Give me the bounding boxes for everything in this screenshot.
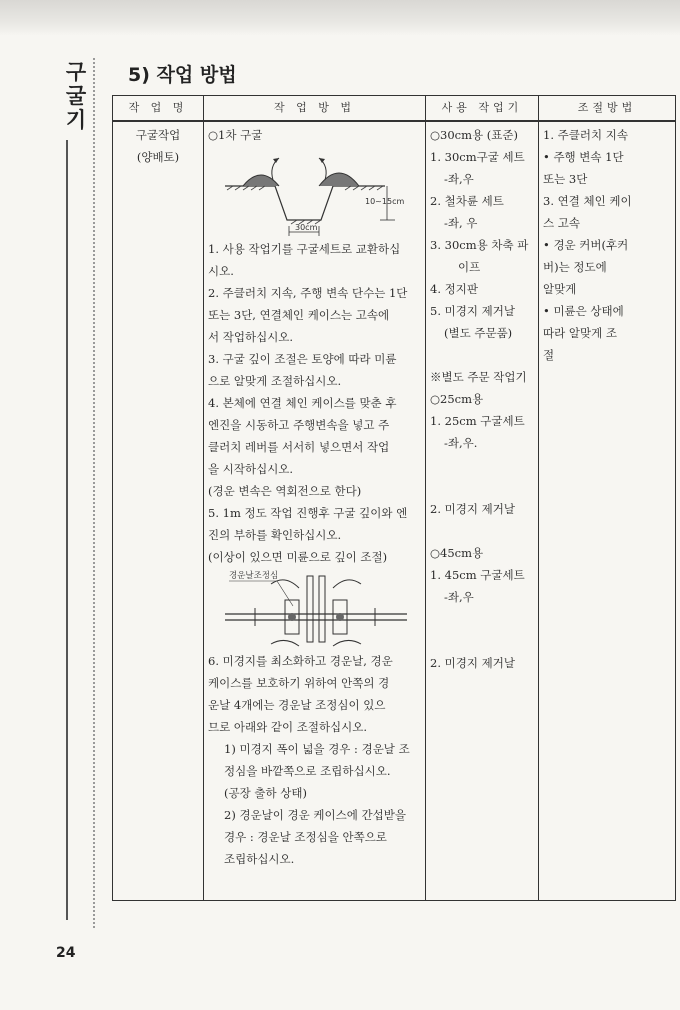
tools-line: -좌, 우 [444, 216, 478, 230]
method-line: 케이스를 보호하기 위하여 안쪽의 경 [208, 676, 390, 690]
method-line: 1. 사용 작업기를 구굴세트로 교환하십 [208, 242, 401, 256]
tools-line: 2. 철차륜 세트 [430, 194, 504, 208]
adjust-line: 알맞게 [543, 282, 577, 296]
tools-line: 2. 미경지 제거날 [430, 502, 515, 516]
tools-line: (별도 주문품) [444, 326, 513, 340]
tools-line: 1. 30cm구굴 세트 [430, 150, 525, 164]
table-row [113, 121, 676, 901]
method-line: (경운 변속은 역회전으로 한다) [208, 484, 362, 498]
method-line: 또는 3단, 연결체인 케이스는 고속에 [208, 308, 390, 322]
method-line: 6. 미경지를 최소화하고 경운날, 경운 [208, 654, 393, 668]
method-item-2 [208, 282, 421, 348]
method-line: 시오. [208, 264, 234, 278]
tools-line: -좌,우 [444, 590, 474, 604]
tools-line: ○30cm용 (표준) [430, 128, 518, 142]
method-line: 서 작업하십시오. [208, 330, 294, 344]
tools-line: 이프 [458, 260, 481, 274]
adjust-line: • 경운 커버(후커 [543, 238, 629, 252]
side-rule [66, 140, 68, 920]
method-line: 경우 : 경운날 조정심을 안쪽으로 [224, 830, 387, 844]
method-line: 클러치 레버를 서서히 넣으면서 작업 [208, 440, 390, 454]
tools-line: -좌,우. [444, 436, 478, 450]
table-header-row [113, 96, 676, 122]
task-subname: (양배토) [136, 150, 180, 164]
tools-line: 4. 정지판 [430, 282, 478, 296]
fig1-width-label: 30cm [294, 223, 317, 232]
furrow-diagram [215, 146, 415, 238]
special-order-title: ※별도 주문 작업기 [430, 370, 527, 384]
method-item-6 [208, 650, 421, 738]
section-title: 5) 작업 방법 [128, 64, 237, 86]
method-line: 진의 부하를 확인하십시오. [208, 528, 342, 542]
tools-line: 1. 45cm 구굴세트 [430, 568, 525, 582]
method-item-5 [208, 502, 421, 568]
adjust-line: 스 고속 [543, 216, 580, 230]
fig1-depth-label: 10~15cm [364, 197, 404, 206]
dotted-margin-line [93, 58, 95, 928]
method-line: 정심을 바깥쪽으로 조립하십시오. [224, 764, 391, 778]
tools-line: 1. 25cm 구굴세트 [430, 414, 525, 428]
method-item-1 [208, 238, 421, 282]
method-item-3 [208, 348, 421, 392]
method-line: 조립하십시오. [224, 852, 295, 866]
adjust-line: 1. 주클러치 지속 [543, 128, 628, 142]
tools-line: ○45cm용 [430, 546, 484, 560]
tools-line: -좌,우 [444, 172, 474, 186]
header-adjust: 조절방법 [539, 96, 676, 122]
method-title: ○1차 구굴 [208, 128, 263, 142]
adjust-cell [539, 121, 676, 901]
method-line: 운날 4개에는 경운날 조정심이 있으 [208, 698, 386, 712]
tools-line: 2. 미경지 제거날 [430, 656, 515, 670]
adjust-line: • 주행 변속 1단 [543, 150, 624, 164]
adjust-line: 또는 3단 [543, 172, 588, 186]
header-tools: 사용 작업기 [426, 96, 539, 122]
method-line: (공장 출하 상태) [224, 786, 307, 800]
tools-line: ○25cm용 [430, 392, 484, 406]
method-item-6-1 [208, 738, 421, 804]
tiller-shim-diagram [215, 568, 415, 650]
header-task-name: 작 업 명 [113, 96, 204, 122]
method-line: 으로 알맞게 조절하십시오. [208, 374, 342, 388]
tools-line: 5. 미경지 제거날 [430, 304, 515, 318]
adjust-line: 버)는 정도에 [543, 260, 607, 274]
method-line: 을 시작하십시오. [208, 462, 294, 476]
method-line: 므로 아래와 같이 조절하십시오. [208, 720, 368, 734]
method-item-4 [208, 392, 421, 502]
tools-line: 3. 30cm용 차축 파 [430, 238, 529, 252]
adjust-line: 3. 연결 체인 케이 [543, 194, 632, 208]
method-line: 1) 미경지 폭이 넓을 경우 : 경운날 조 [224, 742, 410, 756]
method-line: 2) 경운날이 경운 케이스에 간섭받을 [224, 808, 406, 822]
page-number: 24 [56, 945, 76, 961]
header-method: 작 업 방 법 [204, 96, 426, 122]
method-line: (이상이 있으면 미륜으로 깊이 조절) [208, 550, 388, 564]
adjust-line: • 미륜은 상태에 [543, 304, 624, 318]
method-line: 2. 주클러치 지속, 주행 변속 단수는 1단 [208, 286, 408, 300]
fig2-label: 경운날조정심 [228, 571, 278, 581]
method-cell [204, 121, 426, 901]
adjust-line: 절 [543, 348, 555, 362]
method-line: 4. 본체에 연결 체인 케이스를 맞춘 후 [208, 396, 397, 410]
chapter-side-tab: 구굴기 [65, 60, 87, 132]
adjust-line: 따라 알맞게 조 [543, 326, 617, 340]
tools-cell [426, 121, 539, 901]
method-item-6-2 [208, 804, 421, 870]
page-top-shading [0, 0, 680, 36]
method-line: 3. 구굴 깊이 조절은 토양에 따라 미륜 [208, 352, 397, 366]
task-name: 구굴작업 [135, 128, 181, 142]
method-line: 엔진을 시동하고 주행변속을 넣고 주 [208, 418, 390, 432]
work-method-table [112, 95, 676, 901]
method-line: 5. 1m 정도 작업 진행후 구굴 깊이와 엔 [208, 506, 408, 520]
task-name-cell [113, 121, 204, 901]
